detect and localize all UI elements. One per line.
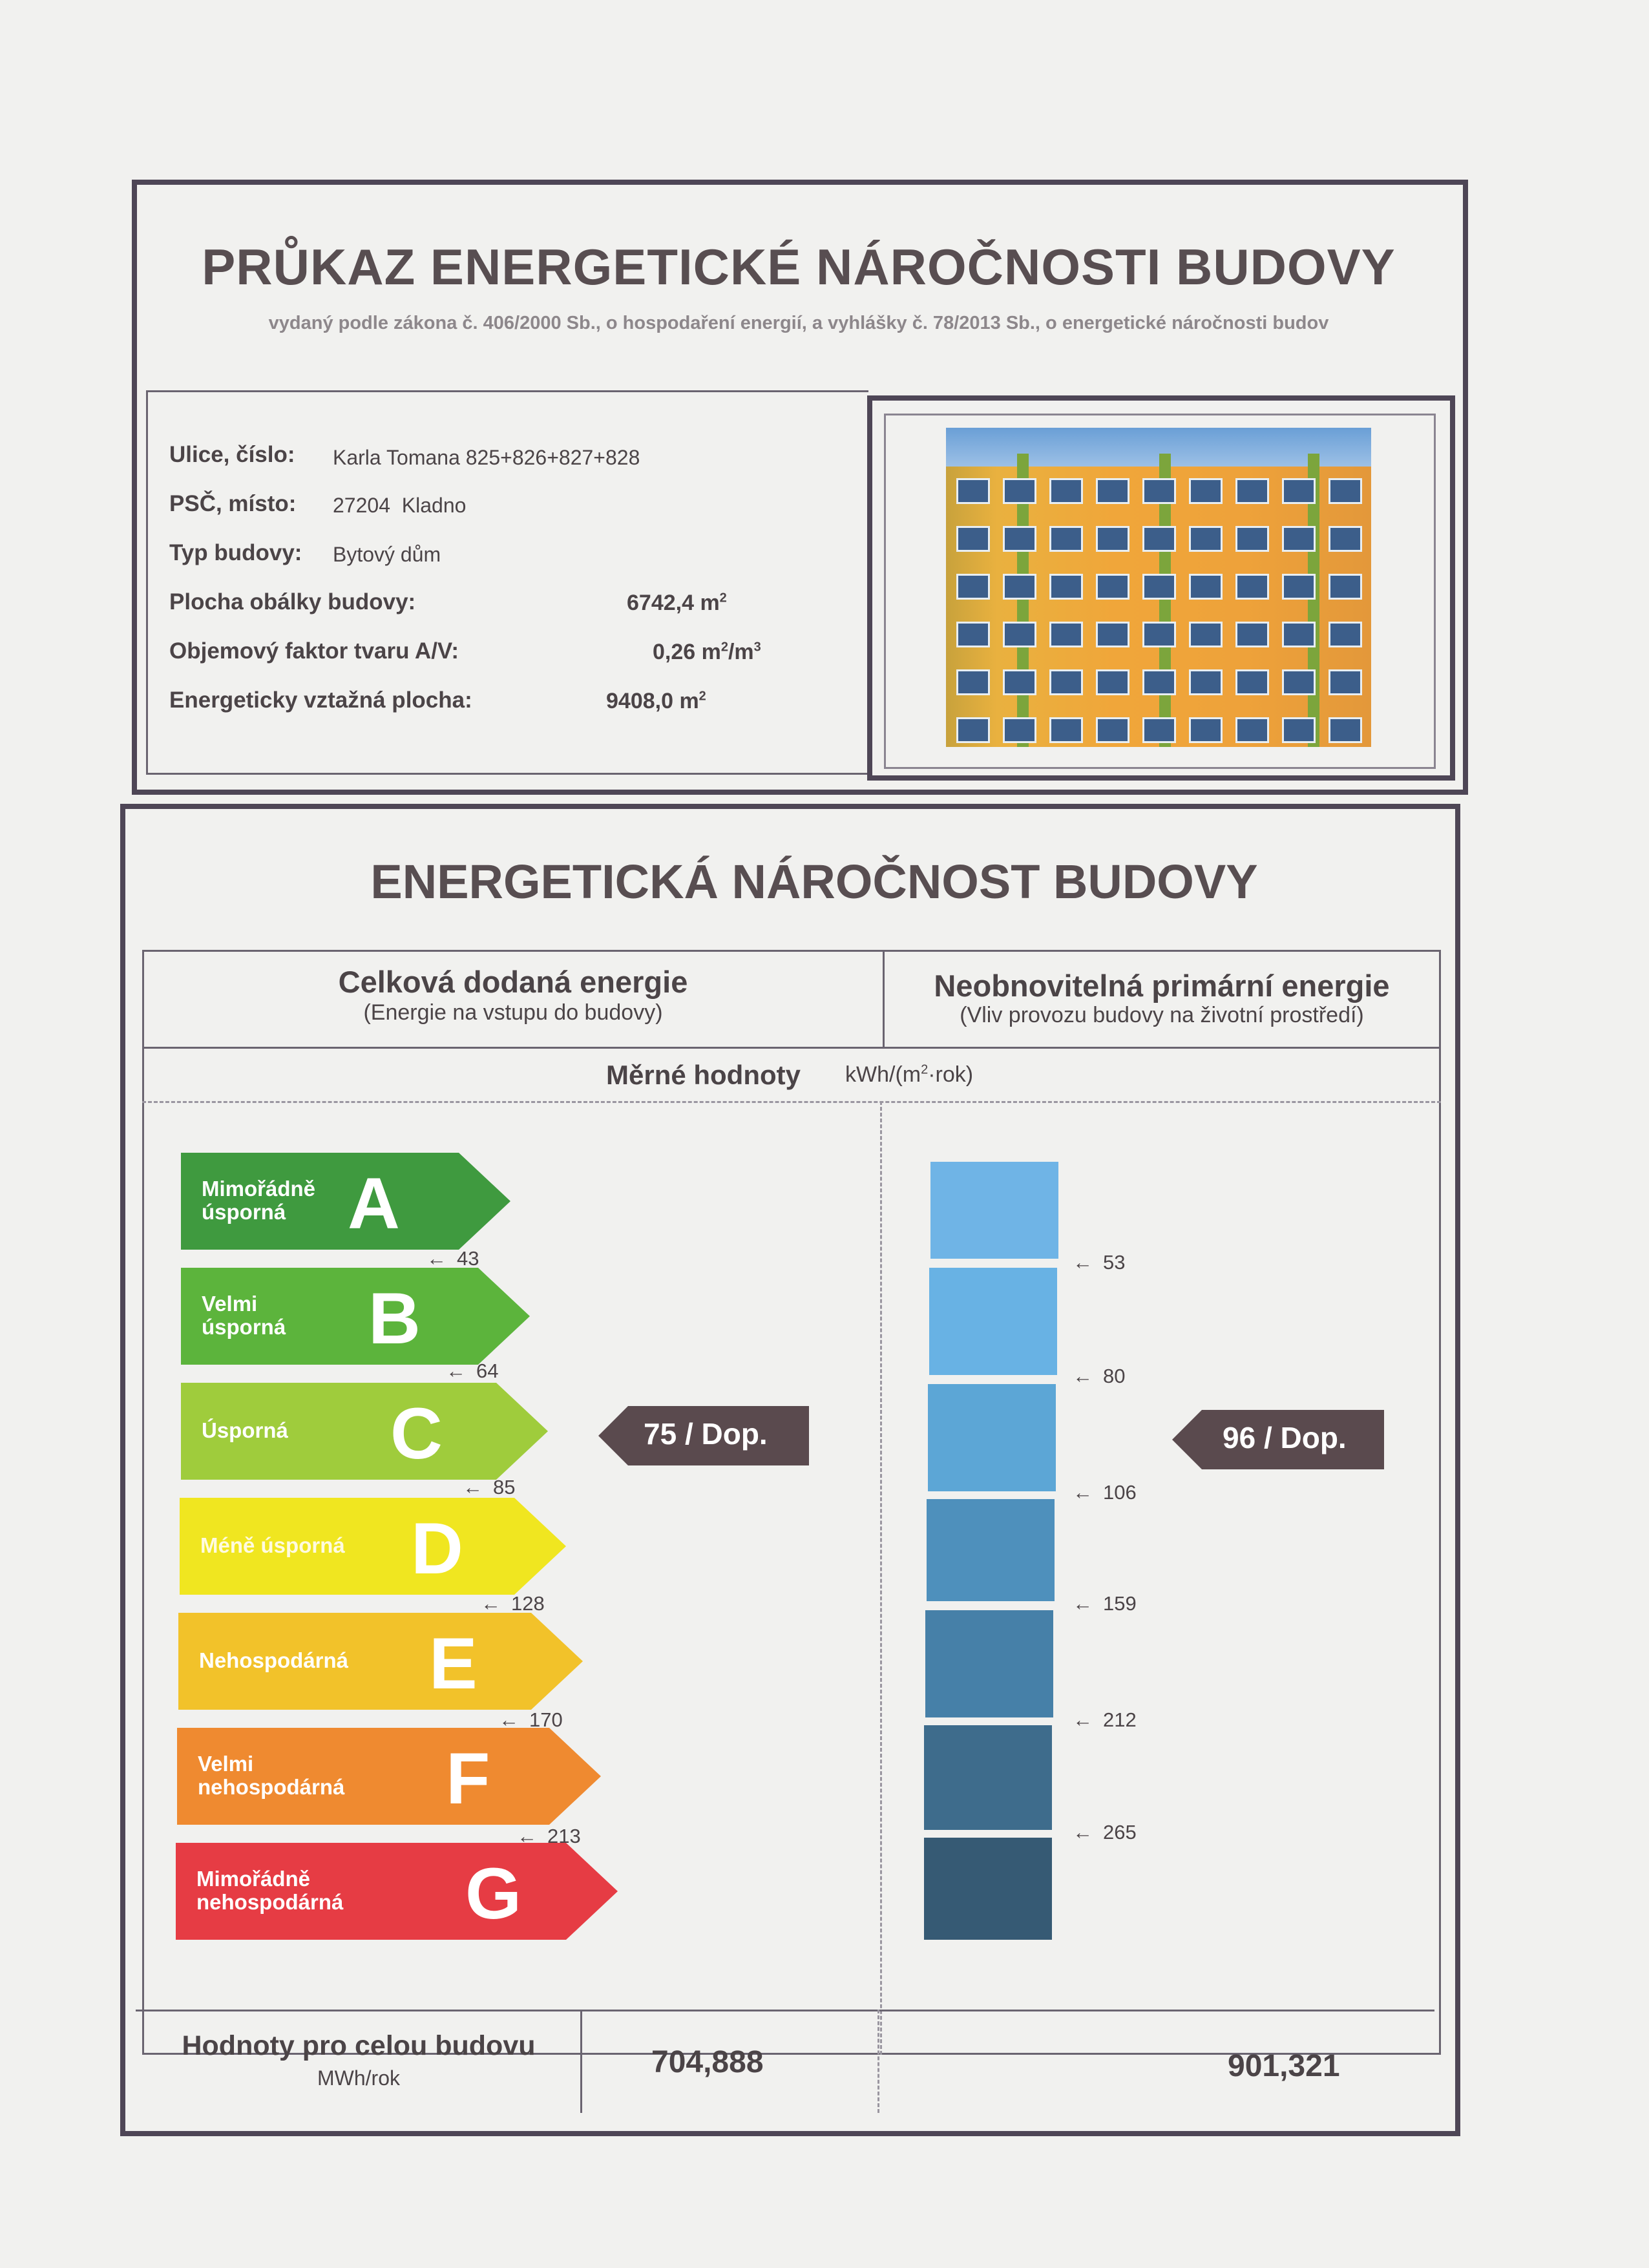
energy-class-label: Velmi nehospodárná — [198, 1752, 345, 1799]
threshold-arrow-icon: ← — [463, 1476, 483, 1498]
energy-class-label: Úsporná — [202, 1418, 288, 1442]
photo-window — [1003, 622, 1036, 647]
threshold-arrow-icon: ← — [1073, 1481, 1093, 1504]
energy-class-letter: E — [429, 1623, 478, 1704]
threshold-arrow-icon: ← — [446, 1360, 466, 1382]
photo-window — [1142, 478, 1176, 504]
threshold-value: 159 — [1103, 1592, 1137, 1615]
primary-energy-heading: Neobnovitelná primární energie — [934, 969, 1390, 1003]
table-footer-column-divider — [877, 2010, 879, 2113]
delivered-energy-subheading: (Energie na vstupu do budovy) — [363, 1000, 663, 1025]
primary-threshold — [1073, 1481, 1137, 1504]
threshold-arrow-icon: ← — [517, 1825, 537, 1847]
delivered-threshold — [517, 1825, 581, 1848]
threshold-arrow-icon: ← — [1073, 1821, 1093, 1843]
photo-window — [1096, 574, 1129, 600]
specific-values-label: Měrné hodnoty — [606, 1060, 801, 1090]
whole-building-unit: MWh/rok — [317, 2066, 400, 2090]
delivered-energy-heading: Celková dodaná energie — [338, 965, 688, 999]
threshold-arrow-icon: ← — [426, 1247, 446, 1270]
photo-window — [1049, 478, 1083, 504]
photo-window — [1282, 717, 1316, 743]
primary-threshold — [1073, 1708, 1137, 1732]
primary-energy-block — [924, 1725, 1052, 1830]
photo-window — [1329, 526, 1362, 552]
building-type-value: Bytový dům — [333, 543, 441, 566]
primary-energy-block — [924, 1838, 1052, 1940]
header-inner-bottom — [146, 773, 868, 775]
primary-energy-subheading: (Vliv provozu budovy na životní prostředí) — [960, 1003, 1364, 1027]
photo-window — [956, 669, 990, 695]
reference-area-value: 9408,0 $m^2$ — [606, 689, 706, 713]
photo-window — [1003, 526, 1036, 552]
specific-values-unit: kWh/$(m^2\cdot rok)$ — [845, 1062, 974, 1087]
certificate-subtitle: vydaný podle zákona č. 406/2000 Sb., o hospodaření energií, a vyhlášky č. 78/2013 Sb., o energetické náročnosti budov — [268, 313, 1329, 333]
energy-class-label: Mimořádně úsporná — [202, 1177, 316, 1224]
energy-class-c — [181, 1383, 548, 1480]
photo-window — [956, 526, 990, 552]
threshold-value: 128 — [511, 1592, 545, 1615]
energy-class-letter: C — [390, 1393, 443, 1474]
photo-window — [1329, 622, 1362, 647]
photo-window — [1142, 669, 1176, 695]
primary-rating-value: 96 / Dop. — [1223, 1421, 1347, 1454]
reference-area-label: Energeticky vztažná plocha: — [169, 688, 472, 713]
photo-window — [1096, 478, 1129, 504]
photo-window — [1049, 717, 1083, 743]
photo-window — [956, 574, 990, 600]
photo-window — [1235, 622, 1269, 647]
photo-window — [1003, 717, 1036, 743]
photo-window — [1003, 669, 1036, 695]
header-inner-top — [146, 390, 868, 392]
primary-threshold — [1073, 1821, 1137, 1844]
photo-window — [1096, 622, 1129, 647]
energy-class-d — [180, 1498, 566, 1595]
threshold-value: 80 — [1103, 1365, 1126, 1387]
photo-window — [1142, 622, 1176, 647]
primary-rating-arrow — [1172, 1410, 1384, 1469]
delivered-threshold — [426, 1247, 479, 1270]
energy-class-label: Nehospodárná — [199, 1648, 349, 1672]
photo-window — [956, 622, 990, 647]
energy-class-label: Méně úsporná — [200, 1533, 345, 1557]
photo-window — [1235, 526, 1269, 552]
primary-energy-block — [930, 1162, 1058, 1259]
table-specific-row-bottom — [142, 1101, 1441, 1103]
photo-window — [956, 478, 990, 504]
table-footer-top — [136, 2010, 1434, 2011]
table-column-divider — [880, 1101, 882, 2055]
photo-window — [1049, 526, 1083, 552]
photo-window — [1329, 669, 1362, 695]
photo-window — [1235, 717, 1269, 743]
photo-window — [1282, 478, 1316, 504]
energy-class-label: Velmi úsporná — [202, 1292, 286, 1339]
threshold-arrow-icon: ← — [481, 1592, 501, 1615]
photo-window — [1329, 717, 1362, 743]
envelope-area-value: 6742,4 $m^2$ — [627, 591, 727, 615]
primary-energy-block — [925, 1610, 1053, 1717]
energy-class-letter: G — [465, 1853, 522, 1934]
photo-window — [956, 717, 990, 743]
primary-energy-block — [929, 1268, 1057, 1375]
certificate-title: PRŮKAZ ENERGETICKÉ NÁROČNOSTI BUDOVY — [202, 238, 1396, 295]
whole-building-label: Hodnoty pro celou budovu — [182, 2030, 536, 2061]
city-label: PSČ, místo: — [169, 491, 297, 516]
threshold-arrow-icon: ← — [1073, 1251, 1093, 1274]
threshold-value: 170 — [529, 1708, 563, 1731]
whole-building-delivered-value: 704,888 — [651, 2045, 764, 2079]
photo-window — [1329, 478, 1362, 504]
primary-threshold — [1073, 1251, 1125, 1274]
delivered-threshold — [499, 1708, 563, 1732]
building-photo — [946, 428, 1371, 747]
photo-window — [1189, 622, 1223, 647]
photo-window — [1189, 526, 1223, 552]
delivered-rating-arrow — [598, 1406, 809, 1465]
threshold-value: 106 — [1103, 1481, 1137, 1504]
energy-class-b — [181, 1268, 530, 1365]
table-header-bottom — [142, 1047, 1441, 1049]
photo-window — [1235, 478, 1269, 504]
street-label: Ulice, číslo: — [169, 442, 295, 467]
primary-threshold — [1073, 1592, 1137, 1615]
threshold-arrow-icon: ← — [499, 1708, 519, 1731]
threshold-value: 213 — [547, 1825, 581, 1847]
energy-class-letter: F — [446, 1738, 490, 1819]
energy-class-f — [177, 1728, 601, 1825]
photo-window — [1189, 478, 1223, 504]
threshold-arrow-icon: ← — [1073, 1592, 1093, 1615]
photo-window — [1282, 669, 1316, 695]
photo-window — [1282, 526, 1316, 552]
photo-window — [1142, 526, 1176, 552]
threshold-value: 43 — [457, 1247, 479, 1270]
photo-window — [1003, 574, 1036, 600]
envelope-area-label: Plocha obálky budovy: — [169, 589, 416, 614]
building-type-label: Typ budovy: — [169, 540, 302, 565]
energy-class-a — [181, 1153, 510, 1250]
threshold-value: 265 — [1103, 1821, 1137, 1843]
energy-class-label: Mimořádně nehospodárná — [196, 1867, 344, 1914]
photo-window — [1049, 622, 1083, 647]
photo-window — [1096, 526, 1129, 552]
energy-class-e — [178, 1613, 583, 1710]
photo-window — [1003, 478, 1036, 504]
delivered-threshold — [463, 1476, 515, 1499]
shape-factor-value: 0,26 $m^2/m^3$ — [653, 640, 761, 664]
photo-window — [1189, 717, 1223, 743]
energy-class-letter: A — [348, 1163, 400, 1244]
delivered-threshold — [446, 1360, 498, 1383]
threshold-value: 64 — [476, 1360, 499, 1382]
photo-window — [1096, 669, 1129, 695]
photo-window — [1142, 717, 1176, 743]
photo-window — [1282, 622, 1316, 647]
photo-window — [1049, 669, 1083, 695]
delivered-rating-value: 75 / Dop. — [644, 1417, 768, 1451]
table-footer-divider — [580, 2010, 582, 2113]
performance-title: ENERGETICKÁ NÁROČNOST BUDOVY — [370, 855, 1258, 908]
primary-energy-block — [928, 1384, 1056, 1491]
city-value: 27204 Kladno — [333, 494, 467, 517]
threshold-value: 85 — [493, 1476, 516, 1498]
delivered-threshold — [481, 1592, 545, 1615]
street-value: Karla Tomana 825+826+827+828 — [333, 446, 640, 469]
energy-class-letter: B — [368, 1278, 421, 1359]
photo-window — [1142, 574, 1176, 600]
threshold-arrow-icon: ← — [1073, 1365, 1093, 1387]
photo-window — [1329, 574, 1362, 600]
threshold-arrow-icon: ← — [1073, 1708, 1093, 1731]
threshold-value: 212 — [1103, 1708, 1137, 1731]
photo-window — [1049, 574, 1083, 600]
photo-window — [1282, 574, 1316, 600]
threshold-value: 53 — [1103, 1251, 1126, 1274]
primary-threshold — [1073, 1365, 1125, 1388]
whole-building-primary-value: 901,321 — [1228, 2049, 1340, 2083]
primary-energy-block — [927, 1499, 1055, 1601]
photo-window — [1235, 574, 1269, 600]
energy-class-g — [176, 1843, 618, 1940]
header-inner-left — [146, 390, 148, 774]
photo-window — [1096, 717, 1129, 743]
table-header-divider — [883, 950, 885, 1048]
energy-class-letter: D — [411, 1508, 463, 1589]
photo-window — [1189, 669, 1223, 695]
shape-factor-label: Objemový faktor tvaru A/V: — [169, 638, 459, 664]
photo-window — [1235, 669, 1269, 695]
photo-window — [1189, 574, 1223, 600]
